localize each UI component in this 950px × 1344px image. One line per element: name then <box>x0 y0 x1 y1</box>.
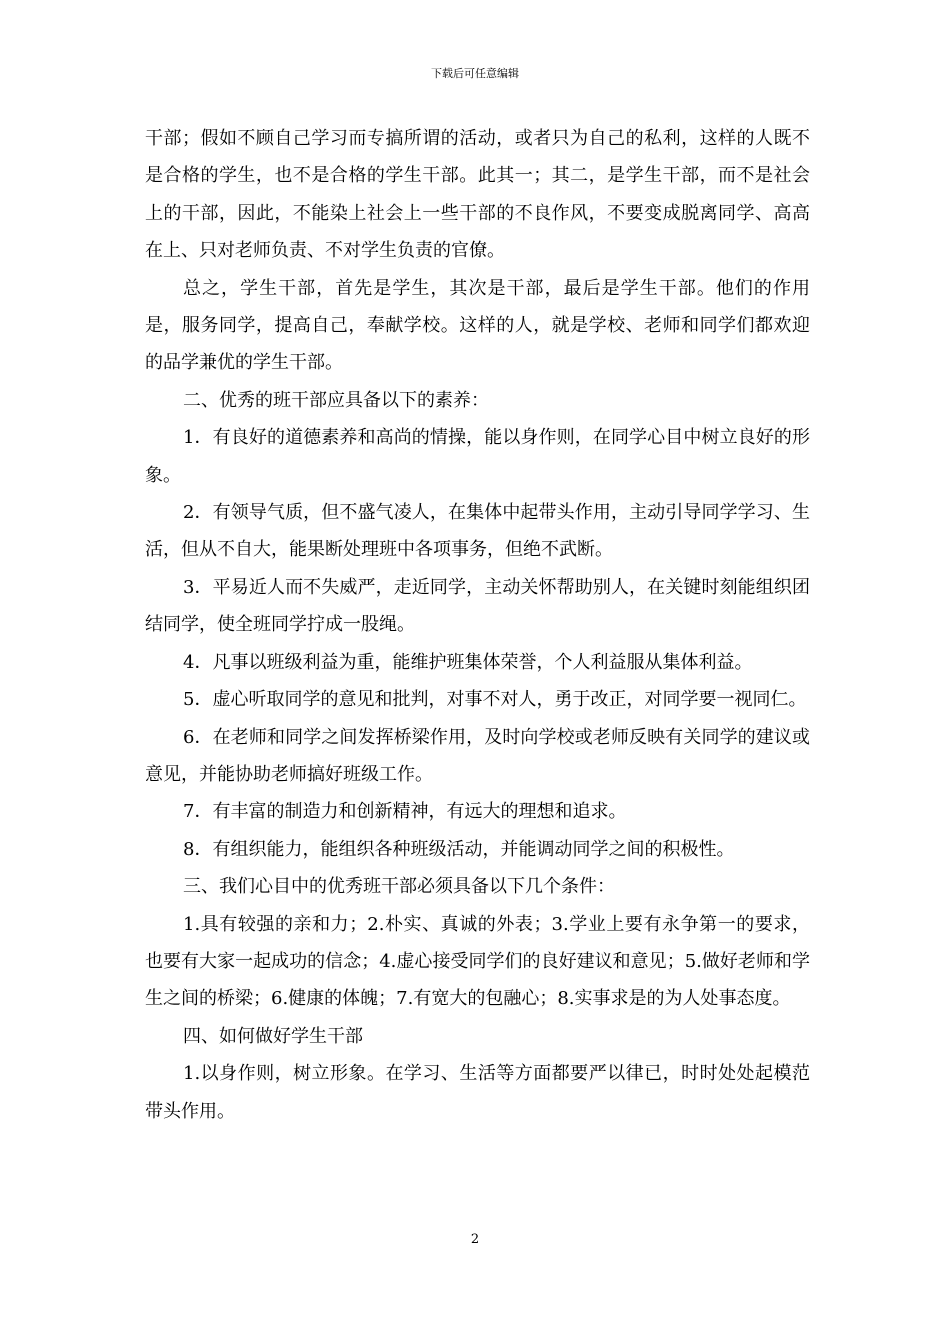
body-paragraph: 1.具有较强的亲和力；2.朴实、真诚的外表；3.学业上要有永争第一的要求，也要有大家一起成功的信念；4.虚心接受同学们的良好建议和意见；5.做好老师和学生之间的桥梁；6.健康的体魄；7.有宽大的包融心；8.实事求是的为人处事态度。 <box>145 913 810 1010</box>
body-paragraph: 干部；假如不顾自己学习而专搞所谓的活动，或者只为自己的私利，这样的人既不是合格的学生，也不是合格的学生干部。此其一；其二，是学生干部，而不是社会上的干部，因此，不能染上社会上一些干部的不良作风，不要变成脱离同学、高高在上、只对老师负责、不对学生负责的官僚。 <box>145 128 810 262</box>
list-item: 6．在老师和同学之间发挥桥梁作用，及时向学校或老师反映有关同学的建议或意见，并能协助老师搞好班级工作。 <box>145 726 810 785</box>
document-body <box>145 120 810 1130</box>
list-item: 2．有领导气质，但不盛气凌人，在集体中起带头作用，主动引导同学学习、生活，但从不自大，能果断处理班中各项事务，但绝不武断。 <box>145 502 810 561</box>
list-item: 3．平易近人而不失威严，走近同学，主动关怀帮助别人，在关键时刻能组织团结同学，使全班同学拧成一股绳。 <box>145 576 810 636</box>
body-paragraph: 总之，学生干部，首先是学生，其次是干部，最后是学生干部。他们的作用是，服务同学，提高自己，奉献学校。这样的人，就是学校、老师和同学们都欢迎的品学兼优的学生干部。 <box>145 277 810 374</box>
list-item: 1.以身作则，树立形象。在学习、生活等方面都要严以律已，时时处处起模范带头作用。 <box>145 1063 810 1122</box>
section-heading: 四、如何做好学生干部 <box>183 1025 363 1047</box>
list-item: 4．凡事以班级利益为重，能维护班集体荣誉，个人利益服从集体利益。 <box>183 651 753 673</box>
page-header: 下载后可任意编辑 <box>431 67 519 80</box>
section-heading: 二、优秀的班干部应具备以下的素养： <box>183 389 489 411</box>
page-number: 2 <box>470 1232 480 1247</box>
list-item: 7．有丰富的制造力和创新精神，有远大的理想和追求。 <box>183 801 627 823</box>
list-item: 8．有组织能力，能组织各种班级活动，并能调动同学之间的积极性。 <box>183 838 735 860</box>
section-heading: 三、我们心目中的优秀班干部必须具备以下几个条件： <box>183 876 615 898</box>
list-item: 5．虚心听取同学的意见和批判，对事不对人，勇于改正，对同学要一视同仁。 <box>183 689 807 711</box>
list-item: 1．有良好的道德素养和高尚的情操，能以身作则，在同学心目中树立良好的形象。 <box>145 427 810 486</box>
